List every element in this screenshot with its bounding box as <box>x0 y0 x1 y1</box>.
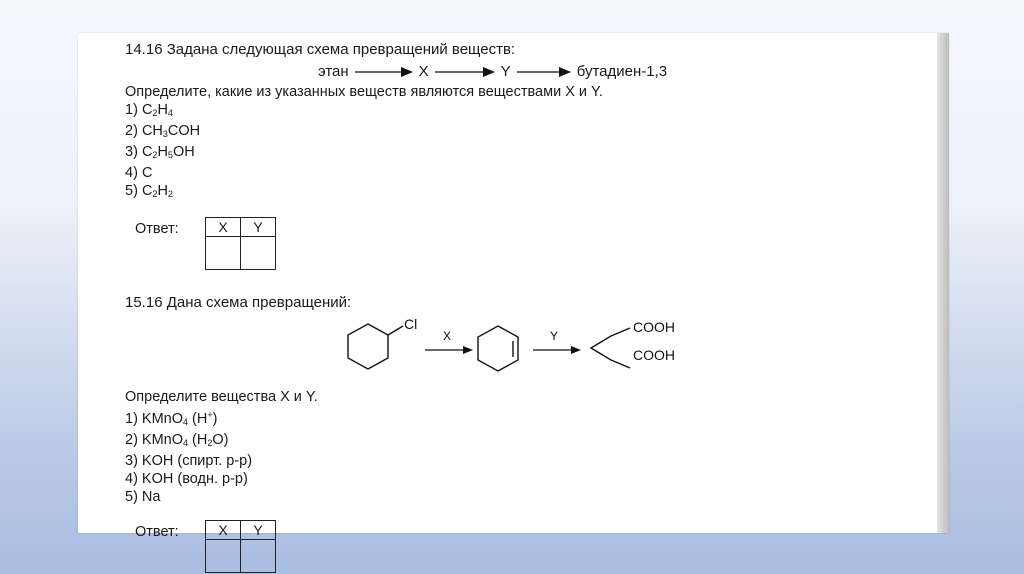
cyclohexene-structure <box>478 326 518 371</box>
answer-table <box>205 520 276 573</box>
chlorine-label: Cl <box>404 316 418 332</box>
task1-answer <box>135 217 915 270</box>
answer-header-y: Y <box>241 521 276 540</box>
slide <box>78 33 949 540</box>
document-page <box>125 41 915 573</box>
reagent-y-label: Y <box>550 329 559 343</box>
answer-header-y: Y <box>241 218 276 237</box>
option-2: 2) $CH_3COH$ <box>125 123 201 139</box>
answer-table <box>205 217 276 270</box>
task2-question: Определите вещества X и Y. <box>125 389 318 405</box>
reagent-x-label: X <box>443 329 452 343</box>
option-3: 3) KOH (спирт. р-р) <box>125 453 253 469</box>
task1-question: Определите, какие из указанных веществ являются веществами X и Y. <box>125 84 603 100</box>
option-1: 1) $C_2H_4$ <box>125 102 173 118</box>
cooh-label-2: COOH <box>633 347 675 363</box>
reaction-scheme-diagram <box>125 314 745 388</box>
chlorocyclohexane-structure <box>348 324 403 369</box>
answer-cell-x[interactable] <box>206 540 241 573</box>
option-1: 1) KMnO$_4$ (H+) <box>125 410 218 427</box>
scrollbar[interactable] <box>937 33 949 533</box>
scheme-y: Y <box>500 63 511 80</box>
option-3: 3) $C_2H_5OH$ <box>125 144 195 160</box>
option-5: 5) $C_2H_2$ <box>125 183 173 199</box>
answer-label: Ответ: <box>135 524 179 540</box>
task2-options <box>125 406 915 506</box>
task1-title: 14.16 Задана следующая схема превращений веществ: <box>125 41 516 58</box>
adipic-acid-structure <box>591 328 630 368</box>
answer-cell-y[interactable] <box>241 237 276 270</box>
task1-scheme <box>318 63 915 81</box>
answer-label: Ответ: <box>135 221 179 237</box>
task1-options <box>125 101 915 203</box>
arrow-icon <box>353 66 415 78</box>
scheme-end: бутадиен-1,3 <box>576 63 668 80</box>
answer-header-x: X <box>206 521 241 540</box>
arrow-icon <box>571 346 581 354</box>
arrow-icon <box>463 346 473 354</box>
option-4: 4) C <box>125 165 153 181</box>
option-2: 2) KMnO$_4$ $(H_2O)$ <box>125 432 229 448</box>
task2-title: 15.16 Дана схема превращений: <box>125 294 352 311</box>
task2-scheme <box>125 314 915 388</box>
cooh-label-1: COOH <box>633 319 675 335</box>
answer-cell-x[interactable] <box>206 237 241 270</box>
answer-header-x: X <box>206 218 241 237</box>
arrow-icon <box>433 66 497 78</box>
answer-cell-y[interactable] <box>241 540 276 573</box>
scheme-x: X <box>418 63 429 80</box>
scheme-start: этан <box>318 63 349 80</box>
option-4: 4) KOH (водн. р-р) <box>125 471 248 487</box>
arrow-icon <box>515 66 573 78</box>
option-5: 5) Na <box>125 489 161 505</box>
task2-answer <box>135 520 915 573</box>
